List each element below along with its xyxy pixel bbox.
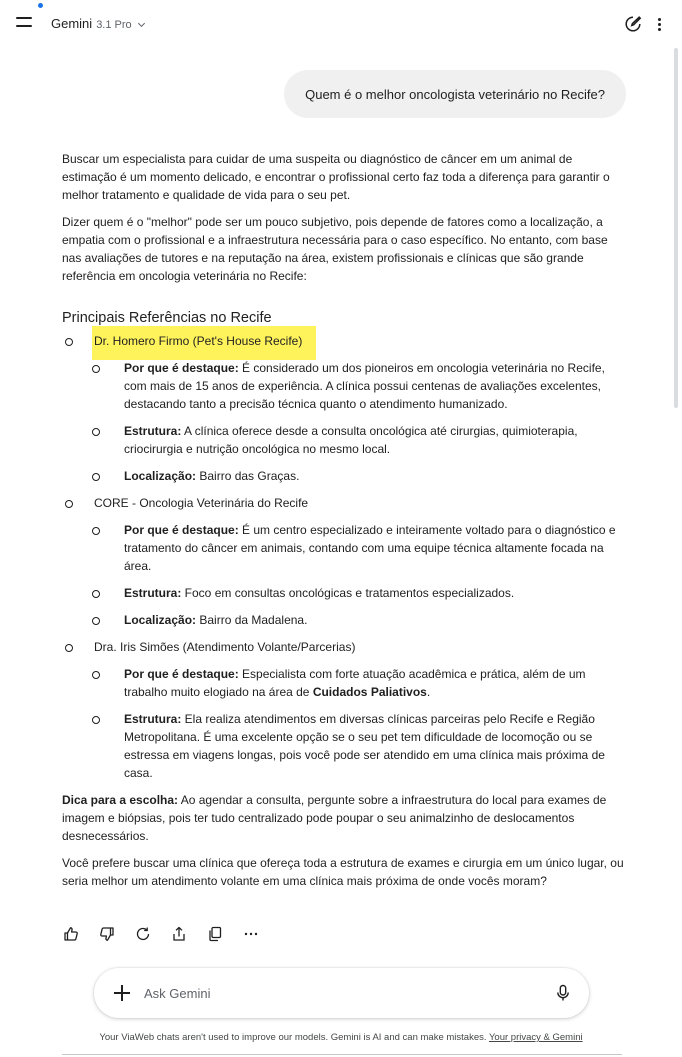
detail-text: A clínica oferece desde a consulta oncológica até cirurgias, quimioterapia, criocirurgia e nutrição oncológica no mesmo local. [124,424,578,456]
sub-list-item [92,665,624,701]
detail-label: Estrutura: [124,424,182,438]
microphone-icon[interactable] [555,984,571,1002]
list-item [62,638,624,782]
detail-label: Por que é destaque: [124,667,239,681]
detail-label: Por que é destaque: [124,361,239,375]
tip-text: Ao agendar a consulta, pergunte sobre a infraestrutura do local para exames de imagem e biópsias, pois ter tudo centralizado pode poupar o seu animalzinho de deslocamentos desnecessários. [62,793,607,843]
sub-list-item [92,467,624,485]
detail-text: Bairro das Graças. [196,469,300,483]
list-item-title: Dra. Iris Simões (Atendimento Volante/Parcerias) [94,640,356,654]
model-name: Gemini [51,16,93,31]
prompt-input[interactable] [144,986,534,1001]
response-actions [62,925,260,943]
detail-text: É considerado um dos pioneiros em oncologia veterinária no Recife, com mais de 15 anos de experiência. A clínica possui centenas de avaliações excelentes, destacando tanto a precisão técnica quanto o atendimento humanizado. [124,361,605,411]
new-chat-icon[interactable] [624,15,642,33]
sub-list [92,665,624,782]
section-heading: Principais Referências no Recife [62,310,272,326]
more-icon[interactable] [242,925,260,943]
sub-list [92,521,624,629]
chevron-down-icon [138,20,145,27]
thumbs-up-icon[interactable] [62,925,80,943]
disclaimer-text: Your ViaWeb chats aren't used to improve our models. Gemini is AI and can make mistakes. [99,1032,489,1043]
divider [62,1054,622,1055]
detail-label: Estrutura: [124,586,182,600]
list-item-title: CORE - Oncologia Veterinária do Recife [94,496,309,510]
footer-disclaimer [0,1032,682,1043]
tip-paragraph [62,791,624,845]
response-paragraph: Dizer quem é o "melhor" pode ser um pouco subjetivo, pois depende de fatores como a localização, a empatia com o profissional e a infraestrutura necessária para o caso específico. No entanto, com base nas avaliações de tutores e na reputação na área, existem profissionais e clínicas que são grande referência em oncologia veterinária no Recife: [62,215,608,283]
sub-list-item [92,422,624,458]
sub-list-item [92,359,624,413]
list-item [62,494,624,629]
detail-label: Localização: [124,613,197,627]
detail-text: Bairro da Madalena. [196,613,308,627]
closing-question: Você prefere buscar uma clínica que ofereça toda a estrutura de exames e cirurgia em um único lugar, ou seria melhor um atendimento volante em uma clínica mais próxima de onde vocês moram? [62,856,624,888]
notification-dot [38,3,43,8]
list-item-title: Dr. Homero Firmo (Pet's House Recife) [92,326,316,360]
thumbs-down-icon[interactable] [98,925,116,943]
detail-label: Estrutura: [124,712,182,726]
sub-list-item [92,521,624,575]
plus-icon[interactable] [113,984,131,1002]
top-bar [0,0,682,48]
more-options-icon[interactable] [652,15,666,33]
sub-list-item [92,611,624,629]
sub-list-item [92,710,624,782]
share-icon[interactable] [170,925,188,943]
sub-list-item [92,584,624,602]
detail-label: Por que é destaque: [124,523,239,537]
prompt-composer [94,968,589,1018]
tip-label: Dica para a escolha: [62,793,179,807]
sub-list [92,359,624,485]
list-item [62,332,624,485]
detail-text: Especialista com forte atuação acadêmica e prática, além de um trabalho muito elogiado na área de [124,667,586,699]
menu-icon[interactable] [16,17,32,29]
detail-label: Localização: [124,469,197,483]
detail-emphasis: Cuidados Paliativos [312,685,427,699]
user-message: Quem é o melhor oncologista veterinário no Recife? [284,70,626,118]
regenerate-icon[interactable] [134,925,152,943]
references-list [62,332,624,782]
model-version: 3.1 Pro [96,19,132,31]
scrollbar[interactable] [674,48,678,408]
detail-text: É um centro especializado e inteiramente voltado para o diagnóstico e tratamento do câncer em animais, contando com uma equipe técnica altamente focada na área. [124,523,616,573]
detail-text: Foco em consultas oncológicas e tratamentos especializados. [181,586,515,600]
response-paragraph: Buscar um especialista para cuidar de uma suspeita ou diagnóstico de câncer em um animal de estimação é um momento delicado, e encontrar o profissional certo faz toda a diferença para garantir o melhor tratamento e qualidade de vida para o seu pet. [62,152,610,202]
detail-text: Ela realiza atendimentos em diversas clínicas parceiras pelo Recife e Região Metropolitana. É uma excelente opção se o seu pet tem dificuldade de locomoção ou se estressa em viagens longas, pois você pode ser atendido em uma clínica mais próxima de casa. [124,712,605,780]
privacy-link[interactable]: Your privacy & Gemini [488,1032,583,1043]
model-response [62,150,624,899]
model-selector[interactable] [51,16,144,34]
detail-text: . [426,685,431,699]
copy-icon[interactable] [206,925,224,943]
